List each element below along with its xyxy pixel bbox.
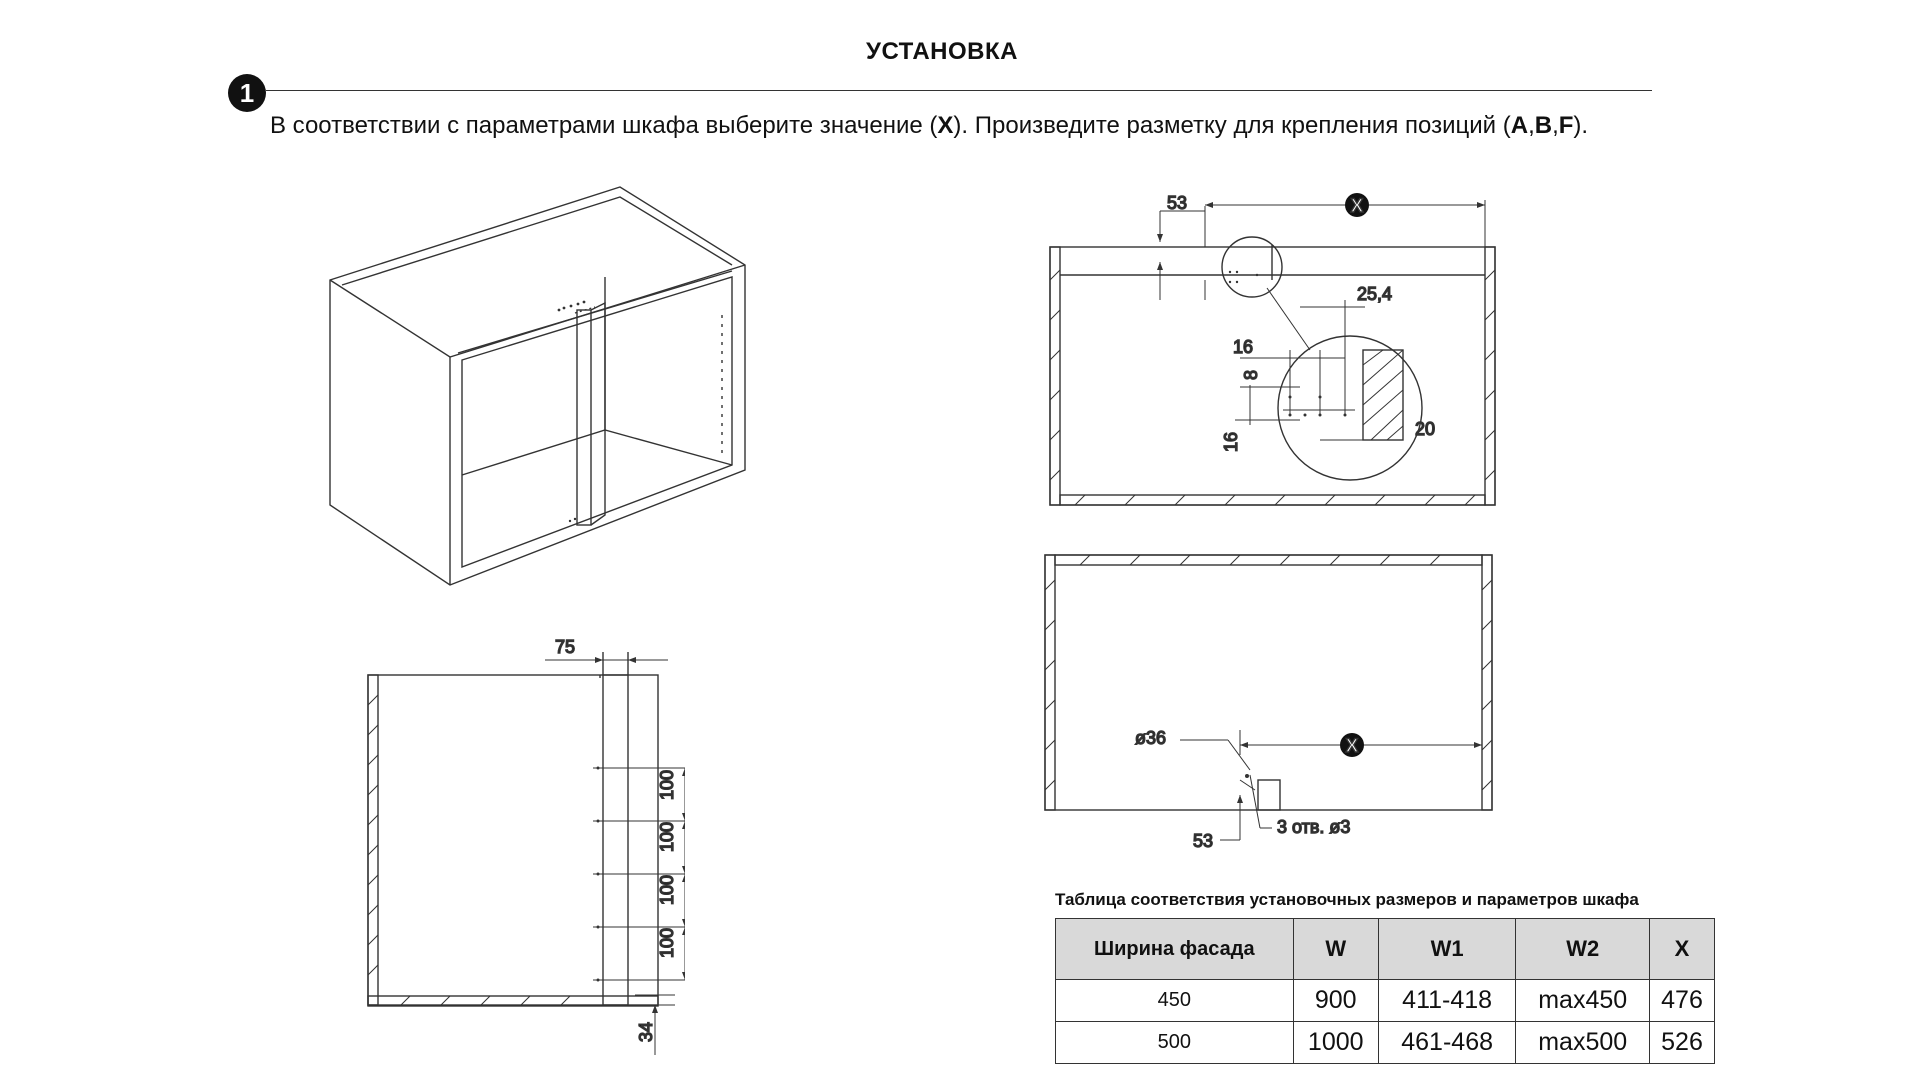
cabinet-front-view [1040, 550, 1500, 860]
page-title: УСТАНОВКА [866, 38, 1018, 65]
x-marker-label: X [1350, 196, 1364, 217]
cabinet-side-section [355, 630, 685, 1060]
dim-100-1: 100 [657, 769, 677, 800]
position-a: A [1510, 112, 1529, 139]
cell-x: 526 [1650, 1022, 1715, 1064]
header-w1: W1 [1378, 919, 1516, 980]
cabinet-top-view [1045, 190, 1505, 510]
dim-53-top: 53 [1167, 193, 1188, 213]
cell-x: 476 [1650, 980, 1715, 1022]
separator: , [1528, 112, 1535, 139]
instruction-text-mid: ). Произведите разметку для крепления позиций ( [953, 112, 1511, 139]
cell-w2: max500 [1516, 1022, 1650, 1064]
holes-note: 3 отв. ø3 [1277, 817, 1351, 837]
cell-w: 1000 [1293, 1022, 1378, 1064]
installation-table [1055, 918, 1715, 1064]
step-number-badge: 1 [228, 74, 266, 112]
step-instruction [270, 112, 1588, 140]
dim-100-2: 100 [657, 821, 677, 852]
dim-75: 75 [555, 637, 576, 657]
step-divider [266, 90, 1652, 91]
dim-20: 20 [1415, 419, 1436, 439]
dim-53-front: 53 [1193, 831, 1214, 851]
dim-16-a: 16 [1233, 337, 1254, 357]
x-marker-label: X [1345, 736, 1359, 757]
position-b: B [1534, 112, 1553, 139]
dim-100-3: 100 [657, 874, 677, 905]
dim-100-4: 100 [657, 927, 677, 958]
cell-w1: 411-418 [1378, 980, 1516, 1022]
position-f: F [1558, 112, 1574, 139]
header-x: X [1650, 919, 1715, 980]
instruction-text-post: ). [1573, 112, 1589, 139]
dim-16-b: 16 [1221, 431, 1241, 452]
instruction-text-pre: В соответствии с параметрами шкафа выберите значение ( [270, 112, 938, 139]
dim-diameter-36: ø36 [1135, 728, 1167, 748]
header-facade-width: Ширина фасада [1056, 919, 1294, 980]
cell-w1: 461-468 [1378, 1022, 1516, 1064]
cabinet-isometric-drawing [320, 185, 760, 605]
header-w2: W2 [1516, 919, 1650, 980]
dim-34: 34 [636, 1021, 656, 1042]
dim-8: 8 [1241, 369, 1261, 380]
variable-x: X [937, 112, 954, 139]
separator: , [1552, 112, 1559, 139]
cell-w2: max450 [1516, 980, 1650, 1022]
table-row [1056, 1022, 1715, 1064]
cell-facade-width: 500 [1056, 1022, 1294, 1064]
cell-w: 900 [1293, 980, 1378, 1022]
dim-25-4: 25,4 [1357, 284, 1393, 304]
table-title: Таблица соответствия установочных размеров и параметров шкафа [1055, 890, 1639, 909]
header-w: W [1293, 919, 1378, 980]
table-header-row [1056, 919, 1715, 980]
cell-facade-width: 450 [1056, 980, 1294, 1022]
table-row [1056, 980, 1715, 1022]
